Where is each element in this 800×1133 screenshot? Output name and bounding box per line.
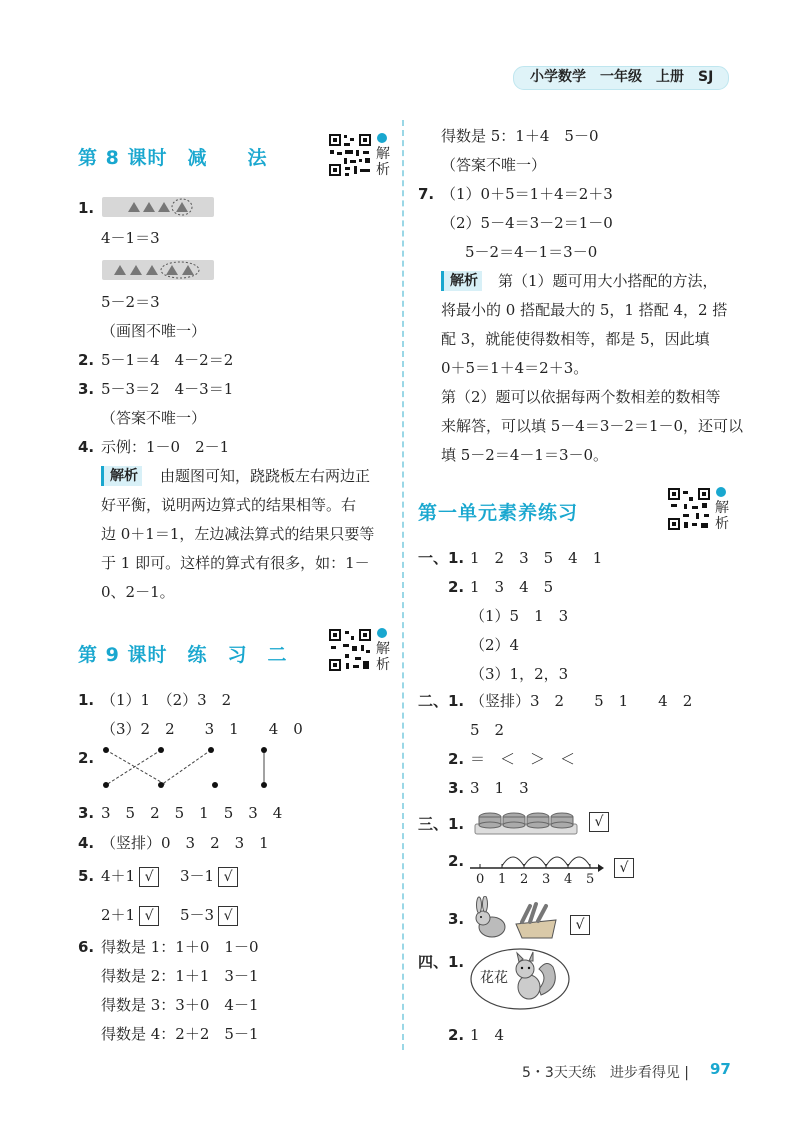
- tick-label: 2: [520, 872, 529, 887]
- answer-line: 5－1＝4 4－2＝2: [101, 351, 234, 369]
- name-label: 花花: [480, 970, 508, 986]
- answer-line: 3 5 2 5 1 5 3 4: [101, 804, 283, 822]
- question-number: 2.: [78, 749, 95, 767]
- column-divider: [402, 120, 404, 1050]
- qr-label: 解析: [376, 146, 390, 178]
- check-box: √: [218, 867, 238, 887]
- answer-line: （1）5 1 3: [470, 607, 569, 625]
- qr-code-icon[interactable]: [328, 628, 372, 672]
- answer-line: 5－2＝3: [101, 293, 160, 311]
- analysis-text: 将最小的 0 搭配最大的 5，1 搭配 4，2 搭: [441, 301, 728, 319]
- analysis-tag: 解析: [101, 466, 142, 486]
- qr-code-icon[interactable]: [667, 487, 711, 531]
- answer-line: 3 1 3: [470, 779, 529, 797]
- header-title: 小学数学 一年级 上册 SJ: [530, 69, 714, 85]
- analysis-text: 于 1 即可。这样的算式有很多，如：1－: [101, 554, 370, 572]
- question-number: 1.: [78, 199, 95, 217]
- answer-line: 5－3＝2 4－3＝1: [101, 380, 234, 398]
- comparison-item: [101, 905, 159, 926]
- check-box: √: [614, 858, 634, 878]
- answer-note: （答案不唯一）: [441, 156, 547, 174]
- play-icon: [716, 487, 726, 497]
- question-number: 3.: [78, 804, 95, 822]
- analysis-text: 配 3，就能使得数相等，都是 5，因此填: [441, 330, 710, 348]
- comparison-item: [180, 905, 238, 926]
- check-box: √: [218, 906, 238, 926]
- tick-label: 4: [564, 872, 573, 887]
- qr-label: 解析: [715, 500, 729, 532]
- question-number: 3.: [448, 910, 465, 928]
- page-number: 97: [710, 1060, 731, 1078]
- comparison-item: [101, 866, 159, 887]
- question-number: 3.: [78, 380, 95, 398]
- answer-line: 得数是 1：1＋0 1－0: [101, 938, 259, 956]
- analysis-text: 由题图可知，跷跷板左右两边正: [160, 467, 371, 485]
- part-label: 一、: [418, 549, 449, 567]
- answer-line: （1）0＋5＝1＋4＝2＋3: [441, 185, 613, 203]
- cakes-picture: [474, 808, 578, 836]
- play-icon: [377, 133, 387, 143]
- check-box: √: [570, 915, 590, 935]
- analysis-text: 第（2）题可以依据每两个数相差的数相等: [441, 388, 721, 406]
- question-number: 2.: [448, 852, 465, 870]
- answer-line: 5 2: [470, 721, 505, 739]
- triangle-drawing-2: [102, 260, 214, 280]
- tick-label: 3: [542, 872, 551, 887]
- question-number: 1.: [448, 815, 465, 833]
- question-number: 2.: [448, 750, 465, 768]
- tick-label: 5: [586, 872, 595, 887]
- analysis-text: 第（1）题可用大小搭配的方法，: [498, 272, 718, 290]
- analysis-text: 填 5－2＝4－1＝3－0。: [441, 446, 609, 464]
- expression: 5－3: [180, 906, 215, 924]
- section-title-lesson9: 第 9 课时 练 习 二: [78, 644, 288, 666]
- answer-line: 4－1＝3: [101, 229, 160, 247]
- answer-line: （3）1，2，3: [470, 665, 569, 683]
- answer-line: 得数是 4：2＋2 5－1: [101, 1025, 259, 1043]
- comparison-item: [180, 866, 238, 887]
- question-number: 2.: [448, 578, 465, 596]
- tick-label: 1: [498, 872, 507, 887]
- analysis-text: 来解答，可以填 5－4＝3－2＝1－0，还可以: [441, 417, 744, 435]
- answer-line: （3）2 2 3 1 4 0: [101, 720, 303, 738]
- matching-lines-diagram: [98, 744, 278, 794]
- answer-line: 1 4: [470, 1026, 505, 1044]
- answer-note: （画图不唯一）: [101, 322, 207, 340]
- analysis-tag: 解析: [441, 271, 482, 291]
- triangles-icon: [102, 260, 214, 280]
- play-icon: [377, 628, 387, 638]
- answer-note: （答案不唯一）: [101, 409, 207, 427]
- section-title-lesson8: 第 8 课时 减 法: [78, 147, 268, 169]
- tick-label: 0: [476, 872, 485, 887]
- answer-line: （2）4: [470, 636, 520, 654]
- question-number: 1.: [448, 953, 465, 971]
- part-label: 三、: [418, 815, 449, 833]
- section-title-unit1: 第一单元素养练习: [418, 502, 579, 524]
- answer-line: （竖排）0 3 2 3 1: [101, 834, 269, 852]
- expression: 2＋1: [101, 906, 136, 924]
- check-box: √: [589, 812, 609, 832]
- rabbit-carrots-picture: [470, 896, 560, 940]
- triangle-drawing-1: [102, 197, 214, 217]
- answer-line: 得数是 2：1＋1 3－1: [101, 967, 259, 985]
- qr-label: 解析: [376, 641, 390, 673]
- question-number: 1.: [448, 549, 465, 567]
- question-number: 4.: [78, 438, 95, 456]
- question-number: 2.: [448, 1026, 465, 1044]
- answer-line: 1 2 3 5 4 1: [470, 549, 603, 567]
- analysis-text: 0、2－1。: [101, 583, 175, 601]
- question-number: 5.: [78, 867, 95, 885]
- analysis-text: 边 0＋1＝1，左边减法算式的结果只要等: [101, 525, 375, 543]
- question-number: 1.: [448, 692, 465, 710]
- question-number: 6.: [78, 938, 95, 956]
- footer-brand: 5・3天天练 进步看得见 |: [522, 1065, 689, 1081]
- answer-line: 示例：1－0 2－1: [101, 438, 230, 456]
- answer-line: 得数是 3：3＋0 4－1: [101, 996, 259, 1014]
- answer-line: 5－2＝4－1＝3－0: [465, 243, 598, 261]
- expression: 3－1: [180, 867, 215, 885]
- number-line: [470, 846, 604, 888]
- analysis-text: 好平衡，说明两边算式的结果相等。右: [101, 496, 357, 514]
- analysis-text: 0＋5＝1＋4＝2＋3。: [441, 359, 589, 377]
- triangles-icon: [102, 197, 214, 217]
- question-number: 1.: [78, 691, 95, 709]
- expression: 4＋1: [101, 867, 136, 885]
- part-label: 二、: [418, 692, 449, 710]
- question-number: 7.: [418, 185, 435, 203]
- answer-line: （2）5－4＝3－2＝1－0: [441, 214, 613, 232]
- answer-line: 1 3 4 5: [470, 578, 554, 596]
- check-box: √: [139, 906, 159, 926]
- part-label: 四、: [418, 953, 449, 971]
- answer-line: 得数是 5：1＋4 5－0: [441, 127, 599, 145]
- answer-line: （竖排）3 2 5 1 4 2: [470, 692, 693, 710]
- question-number: 4.: [78, 834, 95, 852]
- answer-line: ＝ ＜ ＞ ＜: [470, 750, 576, 768]
- question-number: 2.: [78, 351, 95, 369]
- qr-code-icon[interactable]: [328, 133, 372, 177]
- answer-line: （1）1 （2）3 2: [101, 691, 232, 709]
- check-box: √: [139, 867, 159, 887]
- question-number: 3.: [448, 779, 465, 797]
